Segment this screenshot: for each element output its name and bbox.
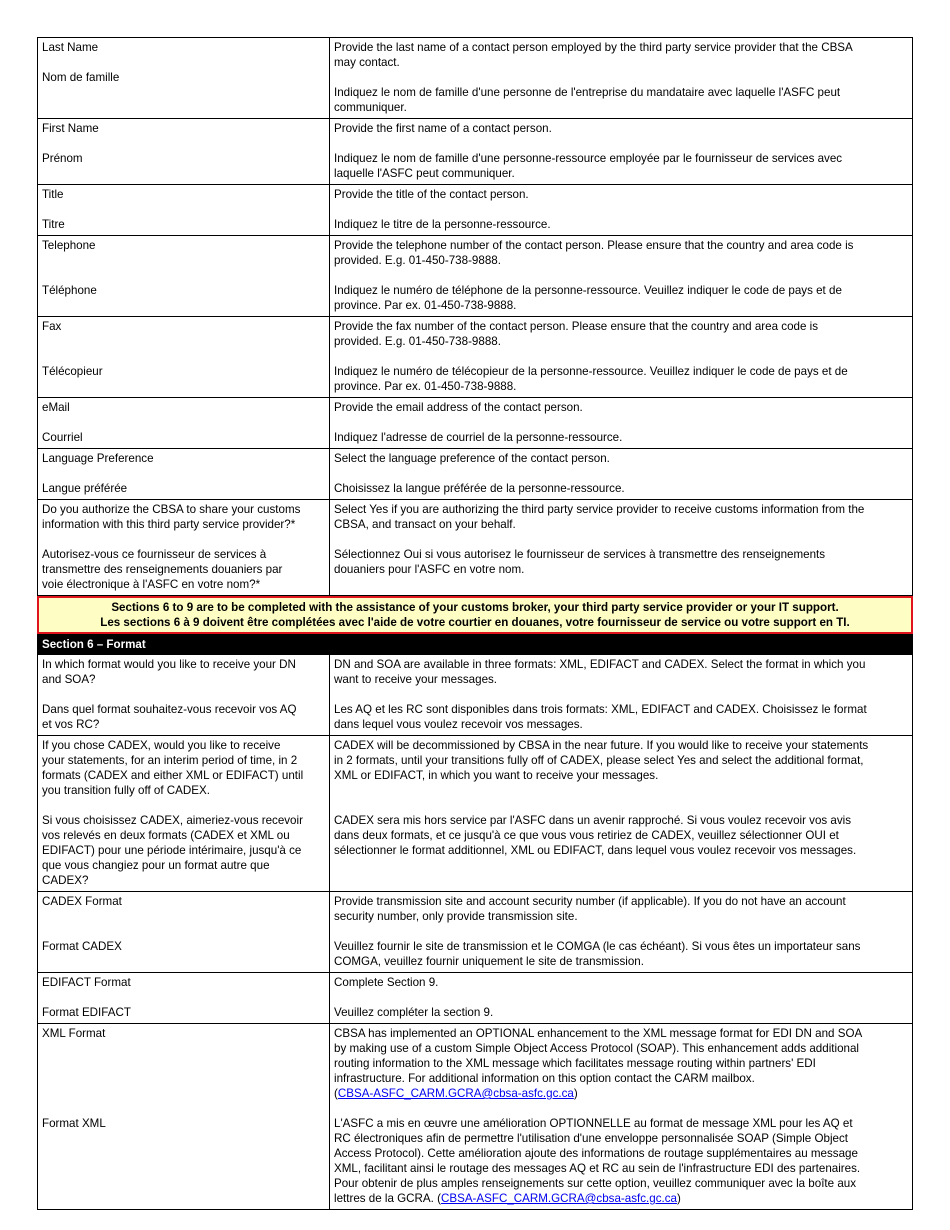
field-description-cell (330, 736, 912, 891)
label-en: In which format would you like to receive your DN and SOA? (42, 658, 296, 686)
carm-mailbox-link[interactable]: CBSA-ASFC_CARM.GCRA@cbsa-asfc.gc.ca (337, 1087, 574, 1100)
description-fr: CADEX sera mis hors service par l'ASFC dans un avenir rapproché. Si vous voulez recevoir vos avis dans deux formats, et ce jusqu'à ce que vous vous retiriez de CADEX, veuillez sélectionner OUI et sélectionner le format additionnel, XML ou EDIFACT, dans lequel vous voulez recevoir vos messages. (334, 814, 857, 857)
field-description-cell (330, 317, 912, 397)
field-description-cell (330, 236, 912, 316)
label-en: If you chose CADEX, would you like to receive your statements, for an interim period of time, in 2 formats (CADEX and either XML or EDIFACT) until you transition fully off of CADEX. (42, 739, 304, 797)
form-instructions-table (37, 37, 913, 1210)
label-fr: Courriel (42, 431, 83, 444)
field-description-cell (330, 449, 912, 499)
field-label-cell (38, 892, 330, 972)
description-en: DN and SOA are available in three formats: XML, EDIFACT and CADEX. Select the format in which you want to receive your messages. (334, 658, 866, 686)
description-fr: Sélectionnez Oui si vous autorisez le fournisseur de services à transmettre des renseignements douaniers pour l'ASFC en votre nom. (334, 548, 826, 576)
description-en: Provide the telephone number of the contact person. Please ensure that the country and area code is provided. E.g. 01-450-738-9888. (334, 239, 854, 267)
field-label-cell (38, 317, 330, 397)
label-fr: Dans quel format souhaitez-vous recevoir vos AQ et vos RC? (42, 703, 297, 731)
table-row (37, 317, 913, 398)
label-en: eMail (42, 401, 70, 414)
description-fr: Les AQ et les RC sont disponibles dans trois formats: XML, EDIFACT and CADEX. Choisissez le format dans lequel vous voulez recevoir vos messages. (334, 703, 867, 731)
label-fr: Télécopieur (42, 365, 103, 378)
label-en: Fax (42, 320, 62, 333)
field-label-cell (38, 449, 330, 499)
label-en: EDIFACT Format (42, 976, 131, 989)
label-fr: Format XML (42, 1117, 106, 1130)
sections-notice-banner (37, 596, 913, 634)
table-row (37, 500, 913, 596)
field-description-cell (330, 500, 912, 595)
field-label-cell (38, 655, 330, 735)
label-fr: Si vous choisissez CADEX, aimeriez-vous recevoir vos relevés en deux formats (CADEX et XML ou EDIFACT) pour une période intérimaire, jusqu'à ce que vous changiez pour un format autre que CADEX? (42, 814, 303, 887)
description-en: Provide the email address of the contact person. (334, 401, 583, 414)
description-en: CADEX will be decommissioned by CBSA in the near future. If you would like to receive your statements in 2 formats, until your transitions fully off of CADEX, please select Yes and select the additional format, XML or EDIFACT, in which you want to receive your messages. (334, 739, 869, 782)
carm-mailbox-link-fr[interactable]: CBSA-ASFC_CARM.GCRA@cbsa-asfc.gc.ca (440, 1192, 677, 1205)
table-row (37, 185, 913, 236)
table-row (37, 736, 913, 892)
table-row (37, 655, 913, 736)
label-en: Do you authorize the CBSA to share your customs information with this third party service provider?* (42, 503, 301, 531)
field-description-cell (330, 119, 912, 184)
description-fr: Indiquez le numéro de télécopieur de la personne-ressource. Veuillez indiquer le code de pays et de province. Par ex. 01-450-738-9888. (334, 365, 848, 393)
description-en: Provide transmission site and account security number (if applicable). If you do not have an account security number, only provide transmission site. (334, 895, 846, 923)
description-en: CBSA has implemented an OPTIONAL enhancement to the XML message format for EDI DN and SOA by making use of a custom Simple Object Access Protocol (SOAP). This enhancement adds additional routing information to the XML message which facilitates message routing within partners' EDI infrastructure. For additional information on this option contact the CARM mailbox. (334, 1027, 863, 1085)
label-fr: Titre (42, 218, 65, 231)
description-fr: Veuillez compléter la section 9. (334, 1006, 494, 1019)
table-row (37, 119, 913, 185)
section-6-header: Section 6 – Format (37, 634, 913, 655)
field-description-cell (330, 892, 912, 972)
description-fr: Indiquez l'adresse de courriel de la personne-ressource. (334, 431, 623, 444)
description-fr: Choisissez la langue préférée de la personne-ressource. (334, 482, 625, 495)
notice-line-en: Sections 6 to 9 are to be completed with the assistance of your customs broker, your third party service provider or your IT support. (111, 601, 839, 614)
notice-line-fr: Les sections 6 à 9 doivent être complétées avec l'aide de votre courtier en douanes, votre fournisseur de service ou votre support en TI. (100, 616, 850, 629)
table-row (37, 892, 913, 973)
table-row (37, 973, 913, 1024)
description-fr: Veuillez fournir le site de transmission et le COMGA (le cas échéant). Si vous êtes un importateur sans COMGA, veuillez fournir uniquement le site de transmission. (334, 940, 861, 968)
label-en: First Name (42, 122, 99, 135)
field-label-cell (38, 973, 330, 1023)
description-en: Provide the last name of a contact person employed by the third party service provider that the CBSA may contact. (334, 41, 853, 69)
table-row (37, 236, 913, 317)
field-description-cell (330, 398, 912, 448)
label-en: Language Preference (42, 452, 154, 465)
field-description-cell (330, 38, 912, 118)
label-fr: Langue préférée (42, 482, 128, 495)
field-description-cell (330, 1024, 912, 1209)
description-en: Provide the title of the contact person. (334, 188, 529, 201)
field-label-cell (38, 500, 330, 595)
description-en: Provide the first name of a contact person. (334, 122, 552, 135)
field-description-cell (330, 185, 912, 235)
label-fr: Autorisez-vous ce fournisseur de services à transmettre des renseignements douaniers par voie électronique à l'ASFC en votre nom?* (42, 548, 283, 591)
field-label-cell (38, 736, 330, 891)
mailbox-line-en: (CBSA-ASFC_CARM.GCRA@cbsa-asfc.gc.ca) (334, 1087, 578, 1100)
label-fr: Nom de famille (42, 71, 120, 84)
label-fr: Format CADEX (42, 940, 122, 953)
field-label-cell (38, 398, 330, 448)
description-fr: Indiquez le numéro de téléphone de la personne-ressource. Veuillez indiquer le code de pays et de province. Par ex. 01-450-738-9888. (334, 284, 842, 312)
description-fr: Indiquez le nom de famille d'une personne de l'entreprise du mandataire avec laquelle l'ASFC peut communiquer. (334, 86, 841, 114)
label-en: Title (42, 188, 64, 201)
table-row (37, 398, 913, 449)
field-label-cell (38, 38, 330, 118)
description-en: Select the language preference of the contact person. (334, 452, 610, 465)
description-fr: Indiquez le titre de la personne-ressource. (334, 218, 551, 231)
description-en: Complete Section 9. (334, 976, 439, 989)
field-description-cell (330, 655, 912, 735)
field-label-cell (38, 119, 330, 184)
table-row (37, 449, 913, 500)
table-row (37, 37, 913, 119)
description-fr: L'ASFC a mis en œuvre une amélioration OPTIONNELLE au format de message XML pour les AQ et RC électroniques afin de permettre l'utilisation d'une enveloppe personnalisée SOAP (Simple Object Access Protocol). Cette amélioration ajoute des informations de routage supplémentaires au message XML, facilitant ainsi le routage des messages AQ et RC au sein de l'infrastructure EDI des partenaires. Pour obtenir de plus amples renseignements sur cette option, veuillez communiquer avec la boîte aux lettres de la GCRA. (CBSA-ASFC_CARM.GCRA@cbsa-asfc.gc.ca) (334, 1117, 861, 1205)
label-en: XML Format (42, 1027, 106, 1040)
label-en: Last Name (42, 41, 99, 54)
field-description-cell (330, 973, 912, 1023)
description-en: Provide the fax number of the contact person. Please ensure that the country and area code is provided. E.g. 01-450-738-9888. (334, 320, 819, 348)
label-en: Telephone (42, 239, 96, 252)
table-row (37, 1024, 913, 1210)
label-en: CADEX Format (42, 895, 122, 908)
description-en: Select Yes if you are authorizing the third party service provider to receive customs information from the CBSA, and transact on your behalf. (334, 503, 865, 531)
field-label-cell (38, 185, 330, 235)
field-label-cell (38, 236, 330, 316)
label-fr: Prénom (42, 152, 83, 165)
label-fr: Téléphone (42, 284, 97, 297)
field-label-cell (38, 1024, 330, 1209)
description-fr: Indiquez le nom de famille d'une personne-ressource employée par le fournisseur de services avec laquelle l'ASFC peut communiquer. (334, 152, 843, 180)
label-fr: Format EDIFACT (42, 1006, 131, 1019)
